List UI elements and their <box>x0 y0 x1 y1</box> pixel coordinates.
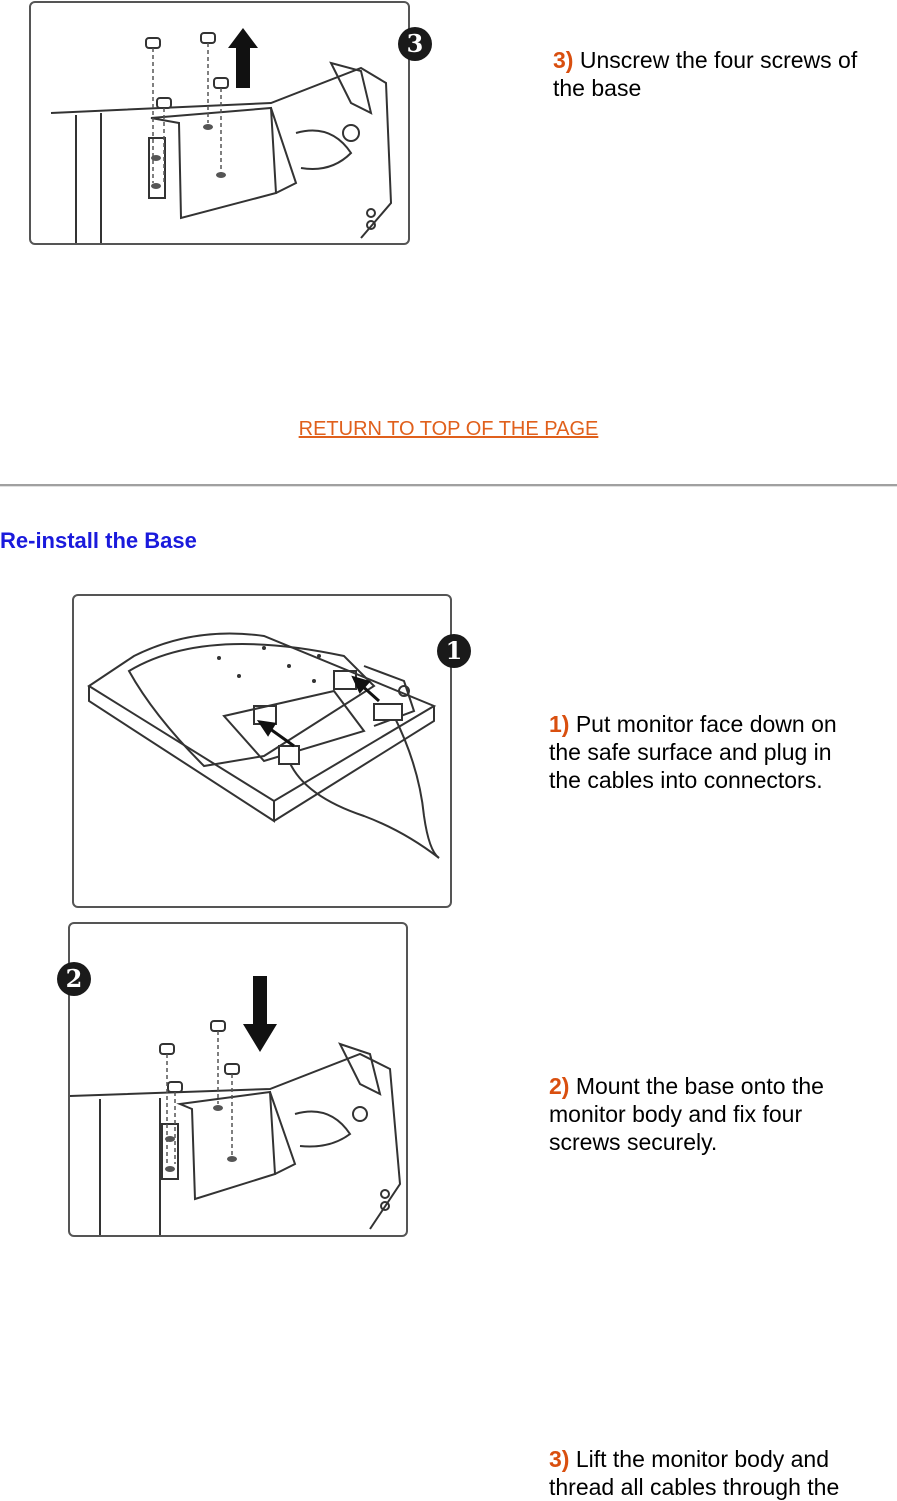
step-2-badge: 2 <box>57 962 91 996</box>
section-title-reinstall-base: Re-install the Base <box>0 528 197 553</box>
mount-base-illustration <box>68 922 408 1237</box>
step-3-badge: 3 <box>398 27 432 61</box>
unscrew-base-illustration <box>29 1 410 245</box>
step-3-unscrew-text <box>553 46 873 102</box>
step-description: Put monitor face down on the safe surface and plug in the cables into connectors. <box>549 711 837 793</box>
step-number: 3) <box>553 47 574 73</box>
step-number: 2) <box>549 1073 570 1099</box>
step-3-lift-monitor-text <box>549 1445 869 1501</box>
step-1-badge: 1 <box>437 634 471 668</box>
return-to-top-container <box>0 418 897 441</box>
step-2-mount-base-text <box>549 1072 869 1156</box>
step-description: Mount the base onto the monitor body and fix four screws securely. <box>549 1073 824 1155</box>
plug-cables-drawing <box>74 596 452 908</box>
return-to-top-link[interactable]: RETURN TO TOP OF THE PAGE <box>298 418 599 440</box>
step-1-plug-cables-text <box>549 710 869 794</box>
section-divider <box>0 484 897 487</box>
step-description: Lift the monitor body and thread all cables through the <box>549 1446 840 1500</box>
mount-base-drawing <box>70 924 408 1237</box>
unscrew-base-drawing <box>31 3 410 245</box>
step-description: Unscrew the four screws of the base <box>553 47 858 101</box>
step-number: 1) <box>549 711 570 737</box>
step-number: 3) <box>549 1446 570 1472</box>
plug-cables-illustration <box>72 594 452 908</box>
